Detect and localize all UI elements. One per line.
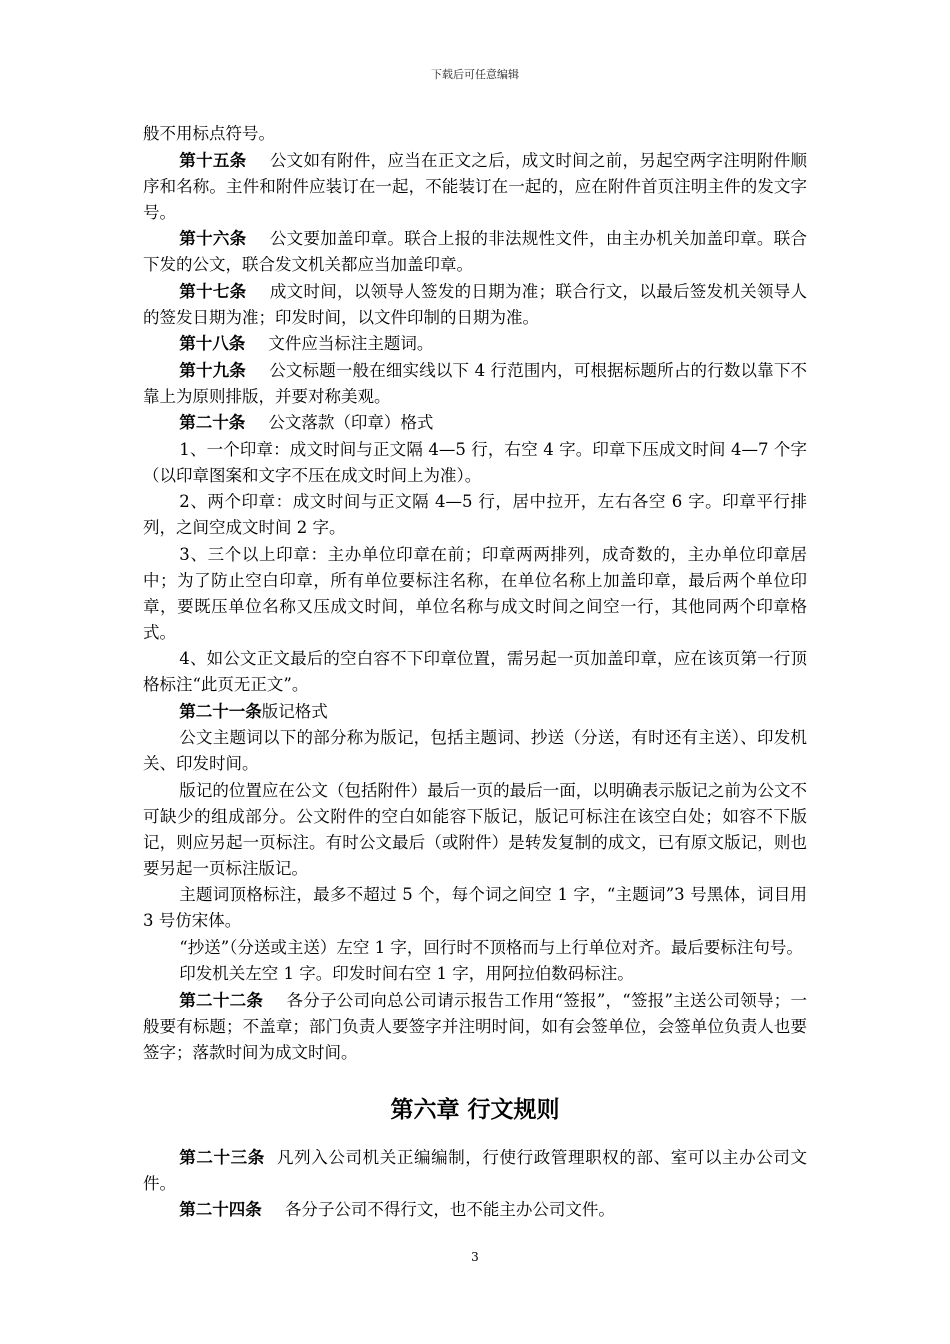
article-text: 凡列入公司机关正编编制，行使行政管理职权的部、室可以主办公司文件。 — [143, 1147, 808, 1193]
paragraph-text: 印发机关左空 1 字。印发时间右空 1 字，用阿拉伯数码标注。 — [179, 964, 634, 983]
article-text: 公文标题一般在细实线以下 4 行范围内，可根据标题所占的行数以靠下不靠上为原则排版，并要对称美观。 — [143, 360, 807, 406]
article-20 — [143, 410, 807, 436]
article-text: 版记格式 — [261, 701, 328, 721]
document-body — [143, 121, 807, 1224]
article-text: 公文落款（印章）格式 — [268, 413, 434, 432]
paragraph-text: 版记的位置应在公文（包括附件）最后一页的最后一面，以明确表示版记之前为公文不可缺少的组成部分。公文附件的空白如能容下版记，版记可标注在该空白处；如容不下版记，则应另起一页标注。有时公文最后（或附件）是转发复制的成文，已有原文版记，则也要另起一页标注版记。 — [143, 780, 807, 878]
article-label: 第二十四条 — [179, 1200, 262, 1219]
paragraph-text: “抄送”（分送或主送）左空 1 字，回行时不顶格而与上行单位对齐。最后要标注句号。 — [179, 937, 803, 957]
paragraph — [143, 882, 807, 934]
article-text: 成文时间，以领导人签发的日期为准；联合行文，以最后签发机关领导人的签发日期为准；印发时间，以文件印制的日期为准。 — [143, 281, 808, 327]
article-16 — [143, 226, 807, 278]
paragraph — [143, 121, 807, 147]
article-label: 第二十二条 — [179, 990, 264, 1010]
article-24 — [143, 1197, 807, 1223]
list-item-text: 2、两个印章：成文时间与正文隔 4—5 行，居中拉开，左右各空 6 字。印章平行排列，之间空成文时间 2 字。 — [143, 492, 807, 537]
paragraph — [143, 725, 807, 777]
paragraph-text: 般不用标点符号。 — [143, 124, 275, 143]
article-text: 公文要加盖印章。联合上报的非法规性文件，由主办机关加盖印章。联合下发的公文，联合发文机关都应当加盖印章。 — [143, 229, 808, 274]
paragraph-text: 主题词顶格标注，最多不超过 5 个，每个词之间空 1 字，“主题词”3 号黑体，词目用 3 号仿宋体。 — [143, 885, 807, 930]
article-label: 第十五条 — [179, 150, 247, 170]
article-19 — [143, 358, 807, 410]
page-number: 3 — [471, 1250, 479, 1264]
article-text: 公文如有附件，应当在正文之后，成文时间之前，另起空两字注明附件顺序和名称。主件和附件应装订在一起，不能装订在一起的，应在附件首页注明主件的发文字号。 — [143, 150, 808, 222]
article-text: 各分子公司不得行文，也不能主办公司文件。 — [284, 1200, 615, 1219]
article-label: 第二十条 — [179, 413, 246, 432]
article-label: 第十六条 — [179, 229, 247, 248]
article-15 — [143, 148, 807, 226]
list-item-text: 1、一个印章：成文时间与正文隔 4—5 行，右空 4 字。印章下压成文时间 4—7 个字（以印章图案和文字不压在成文时间上为准）。 — [143, 439, 807, 485]
list-item-2 — [143, 489, 807, 541]
list-item-3 — [143, 542, 807, 646]
paragraph — [143, 778, 807, 882]
article-label: 第二十三条 — [179, 1147, 265, 1167]
article-22 — [143, 988, 807, 1066]
article-label: 第十九条 — [179, 360, 246, 380]
paragraph — [143, 935, 807, 961]
list-item-4 — [143, 646, 807, 698]
article-text: 文件应当标注主题词。 — [268, 334, 434, 353]
list-item-text: 3、三个以上印章：主办单位印章在前；印章两两排列，成奇数的，主办单位印章居中；为了防止空白印章，所有单位要标注名称，在单位名称上加盖印章，最后两个单位印章，要既压单位名称又压成文时间，单位名称与成文时间之间空一行，其他同两个印章格式。 — [143, 544, 807, 642]
article-17 — [143, 279, 807, 331]
list-item-1 — [143, 437, 807, 489]
article-label: 第十七条 — [179, 281, 247, 301]
article-text: 各分子公司向总公司请示报告工作用“签报”，“签报”主送公司领导；一般要有标题；不盖章；部门负责人要签字并注明时间，如有会签单位，会签单位负责人也要签字；落款时间为成文时间。 — [143, 990, 808, 1062]
article-21 — [143, 699, 807, 725]
article-label: 第十八条 — [179, 334, 246, 353]
article-23 — [143, 1145, 807, 1197]
page-header: 下载后可任意编辑 — [431, 68, 519, 81]
article-18 — [143, 331, 807, 357]
paragraph — [143, 961, 807, 987]
article-label: 第二十一条 — [179, 701, 262, 721]
chapter-heading: 第六章 行文规则 — [390, 1096, 560, 1123]
list-item-text: 4、如公文正文最后的空白容不下印章位置，需另起一页加盖印章，应在该页第一行顶格标注“此页无正文”。 — [143, 649, 807, 694]
paragraph-text: 公文主题词以下的部分称为版记，包括主题词、抄送（分送，有时还有主送）、印发机关、印发时间。 — [143, 728, 807, 773]
